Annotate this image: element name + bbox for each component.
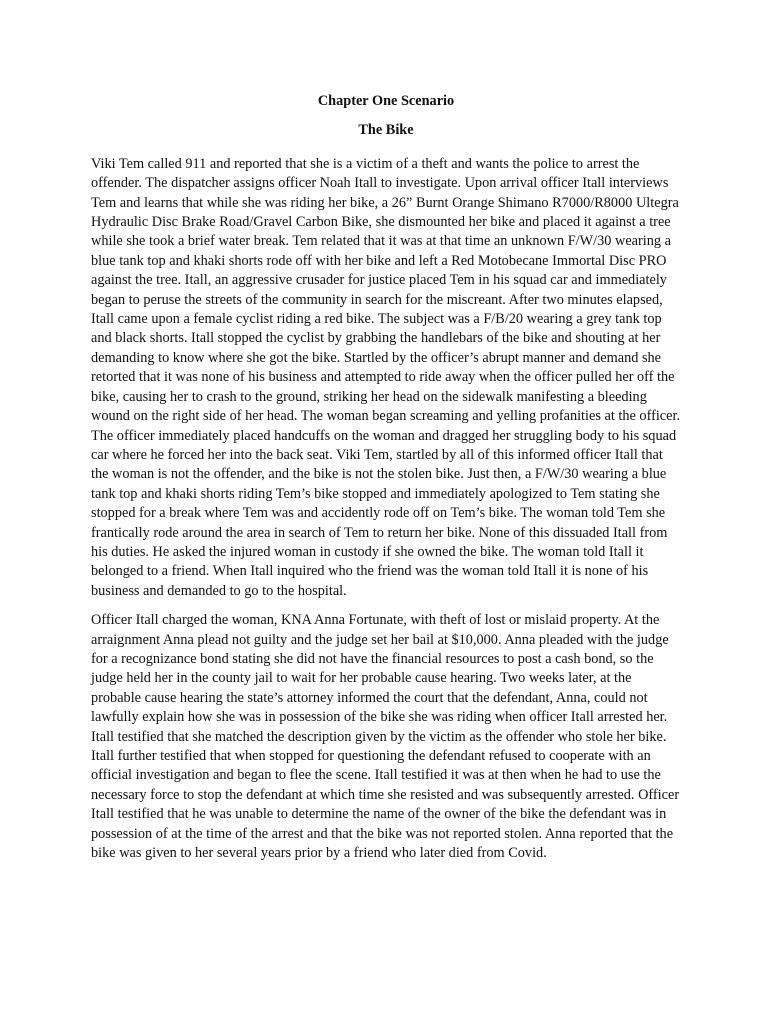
document-body [91, 92, 681, 873]
paragraph-2: Officer Itall charged the woman, KNA Anna Fortunate, with theft of lost or mislaid property. At the arraignment Anna plead not guilty and the judge set her bail at $10,000. Anna pleaded with the judge for a recognizance bond stating she did not have the financial resources to post a cash bond, so the judge held her in the county jail to wait for her probable cause hearing. Two weeks later, at the probable cause hearing the state’s attorney informed the court that the defendant, Anna, could not lawfully explain how she was in possession of the bike she was riding when officer Itall arrested her. Itall testified that she matched the description given by the victim as the offender who stole her bike. Itall further testified that when stopped for questioning the defendant refused to cooperate with an official investigation and began to flee the scene. Itall testified it was at then when he had to use the necessary force to stop the defendant at which time she resisted and was subsequently arrested. Officer Itall testified that he was unable to determine the name of the owner of the bike the defendant was in possession of at the time of the arrest and that the bike was not reported stolen. Anna reported that the bike was given to her several years prior by a friend who later died from Covid. [91, 612, 680, 862]
scenario-title: The Bike [358, 122, 414, 139]
chapter-title: Chapter One Scenario [317, 93, 455, 109]
paragraph-1: Viki Tem called 911 and reported that she is a victim of a theft and wants the police to arrest the offender. The dispatcher assigns officer Noah Itall to investigate. Upon arrival officer Itall interviews Tem and learns that while she was riding her bike, a 26” Burnt Orange Shimano R7000/R8000 Ultegra Hydraulic Disc Brake Road/Gravel Carbon Bike, she dismounted her bike and placed it against a tree while she took a brief water break. Tem related that it was at that time an unknown F/W/30 wearing a blue tank top and khaki shorts rode off with her bike and left a Red Motobecane Immortal Disc PRO against the tree. Itall, an aggressive crusader for justice placed Tem in his squad car and immediately began to peruse the streets of the community in search for the miscreant. After two minutes elapsed, Itall came upon a female cyclist riding a red bike. The subject was a F/B/20 wearing a grey tank top and black shorts. Itall stopped the cyclist by grabbing the handlebars of the bike and shouting at her demanding to know where she got the bike. Startled by the officer’s abrupt manner and demand she retorted that it was none of his business and attempted to ride away when the officer pulled her off the bike, causing her to crash to the ground, striking her head on the sidewalk manifesting a bleeding wound on the right side of her head. The woman began screaming and yelling profanities at the officer. The officer immediately placed handcuffs on the woman and dragged her struggling body to his squad car where he forced her into the back seat. Viki Tem, startled by all of this informed officer Itall that the woman is not the offender, and the bike is not the stolen bike. Just then, a F/W/30 wearing a blue tank top and khaki shorts riding Tem’s bike stopped and immediately apologized to Tem stating she stopped for a break where Tem was and accidently rode off on Tem’s bike. The woman told Tem she frantically rode around the area in search of Tem to return her bike. None of this dissuaded Itall from his duties. He asked the injured woman in custody if she owned the bike. The woman told Itall it belonged to a friend. When Itall inquired who the friend was the woman told Itall it is none of his business and demanded to go to the hospital. [91, 155, 681, 599]
